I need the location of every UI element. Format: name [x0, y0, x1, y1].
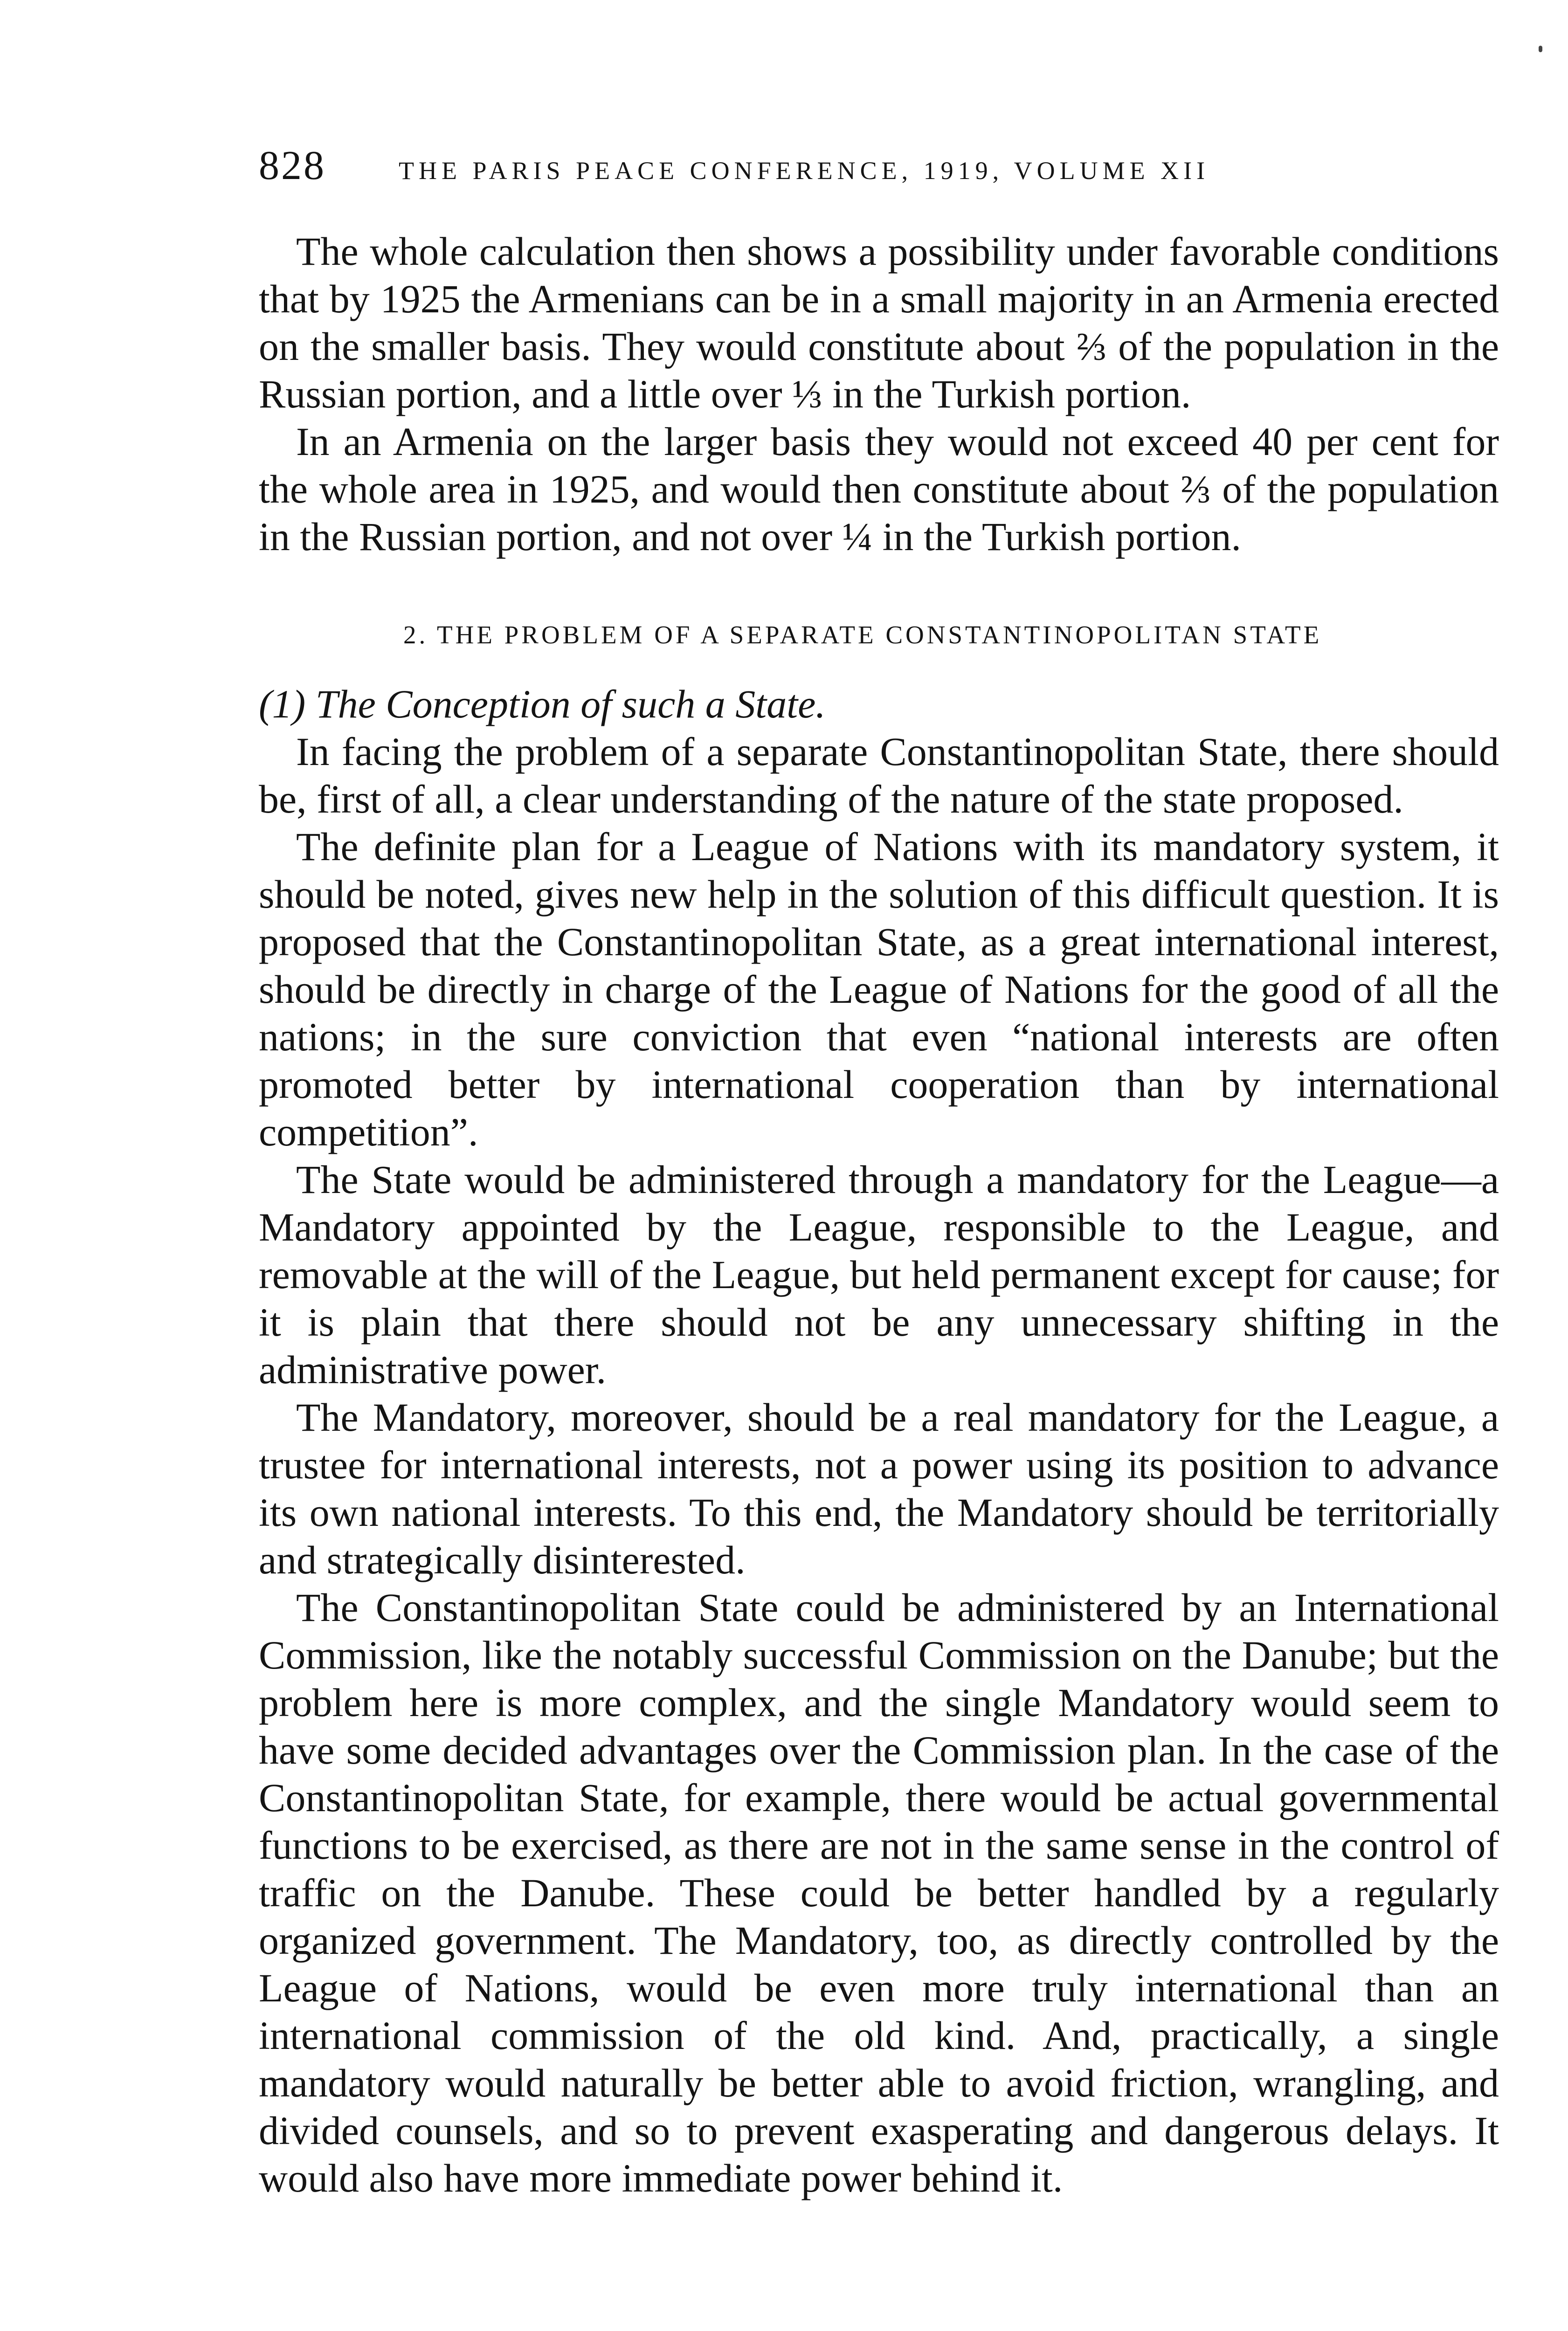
scan-mark	[1539, 46, 1542, 52]
subsection-heading: (1) The Conception of such a State.	[259, 682, 826, 726]
running-title: THE PARIS PEACE CONFERENCE, 1919, VOLUME XII	[399, 157, 1210, 185]
section-title: 2. THE PROBLEM OF A SEPARATE CONSTANTINOPOLITAN STATE	[403, 621, 1322, 649]
paragraph: The Constantinopolitan State could be administered by an International Commission, like the notably successful Commission on the Danube; but the problem here is more complex, and the single Mandatory would seem to have some decided advantages over the Commission plan. In the case of the Constantinopolitan State, for example, there would be actual governmental functions to be exercised, as there are not in the same sense in the control of traffic on the Danube. These could be better handled by a regularly organized government. The Mandatory, too, as directly controlled by the League of Nations, would be even more truly international than an international commission of the old kind. And, practically, a single mandatory would naturally be better able to avoid friction, wrangling, and divided counsels, and so to prevent exasperating and dangerous delays. It would also have more immediate power behind it.	[259, 1585, 1499, 2200]
paragraph: The State would be administered through a mandatory for the League—a Mandatory appointed by the League, responsible to the League, and removable at the will of the League, but held permanent except for cause; for it is plain that there should not be any unnecessary shifting in the administrative power.	[259, 1157, 1499, 1392]
paragraph: In an Armenia on the larger basis they would not exceed 40 per cent for the whole area in 1925, and would then constitute about ⅔ of the population in the Russian portion, and not over ¼ in the Turkish portion.	[259, 419, 1499, 559]
paragraph: The whole calculation then shows a possibility under favorable conditions that by 1925 the Armenians can be in a small majority in an Armenia erected on the smaller basis. They would constitute about ⅔ of the population in the Russian portion, and a little over ⅓ in the Turkish portion.	[259, 229, 1499, 416]
paragraph: In facing the problem of a separate Constantinopolitan State, there should be, first of all, a clear understanding of the nature of the state proposed.	[259, 729, 1499, 821]
page-number: 828	[259, 143, 326, 188]
running-head	[259, 142, 1503, 193]
paragraph: The Mandatory, moreover, should be a real mandatory for the League, a trustee for international interests, not a power using its position to advance its own national interests. To this end, the Mandatory should be territorially and strategically disinterested.	[259, 1395, 1499, 1582]
body-text	[259, 228, 1499, 2202]
paragraph: The definite plan for a League of Nations with its mandatory system, it should be noted, gives new help in the solution of this difficult question. It is proposed that the Constantinopolitan State, as a great international interest, should be directly in charge of the League of Nations for the good of all the nations; in the sure conviction that even “national interests are often promoted better by international cooperation than by international competition”.	[259, 824, 1499, 1154]
